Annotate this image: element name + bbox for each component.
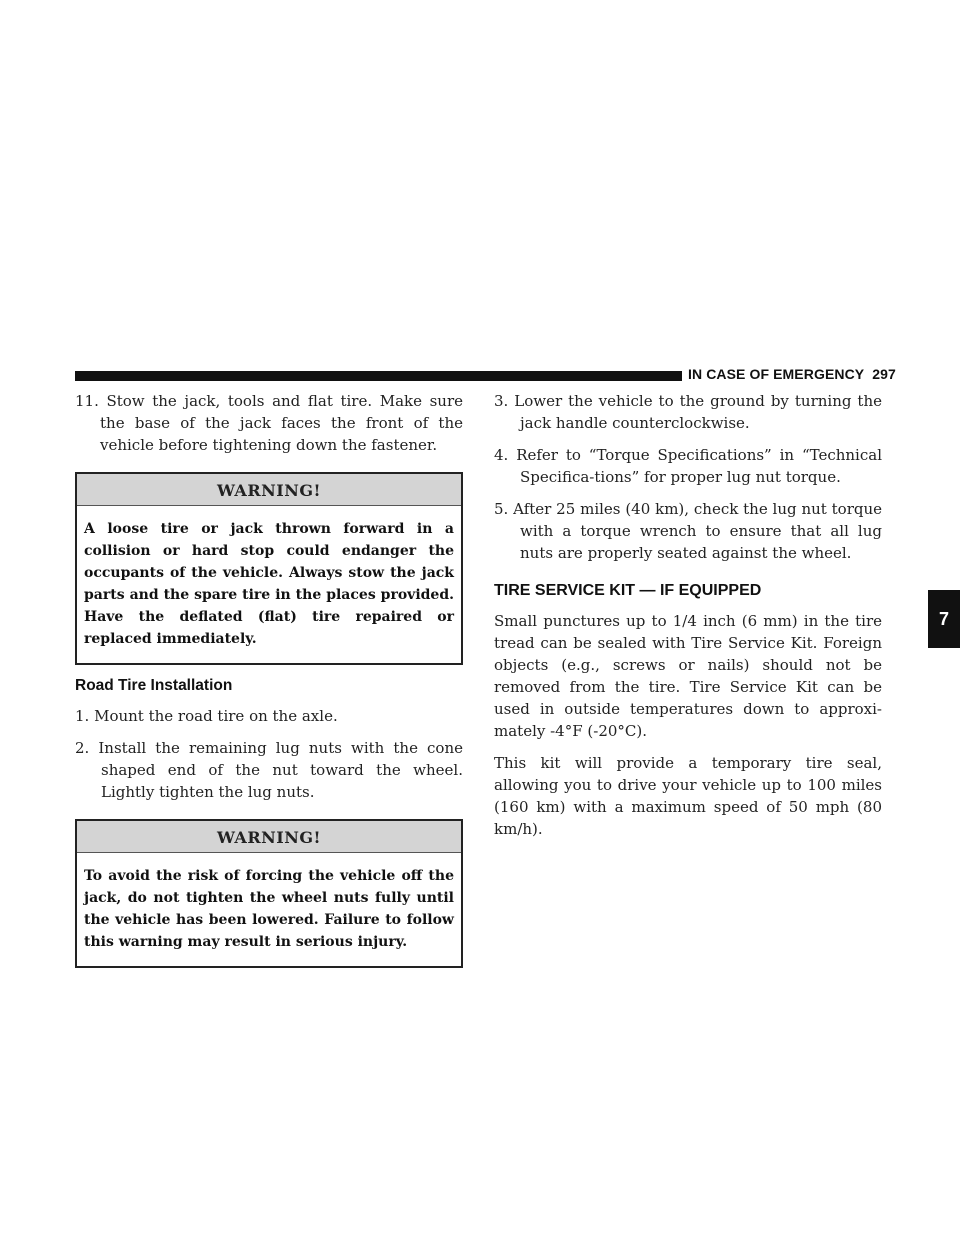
kit-paragraph-2: This kit will provide a temporary tire seal, allowing you to drive your vehicle up to 100 miles (160 km) with a maximum speed of 50 mph (80 km/h). xyxy=(494,754,882,838)
section-title: IN CASE OF EMERGENCY xyxy=(688,366,865,382)
road-tire-heading: Road Tire Installation xyxy=(75,677,233,694)
header-rule xyxy=(75,371,682,381)
step-4: 4. Refer to “Torque Specifications” in “Technical Specifica-tions” for proper lug nut torque. xyxy=(494,446,882,486)
right-column xyxy=(494,390,882,850)
step-5: 5. After 25 miles (40 km), check the lug nut torque with a torque wrench to ensure that all lug nuts are properly seated against the wheel. xyxy=(494,500,882,562)
page-number: 297 xyxy=(872,366,896,382)
chapter-tab: 7 xyxy=(928,590,960,648)
warning-body: A loose tire or jack thrown forward in a collision or hard stop could endanger the occupants of the vehicle. Always stow the jack parts and the spare tire in the places provided. Have the deflated (flat) tire repaired or replaced immediately. xyxy=(84,521,454,647)
warning-title: WARNING! xyxy=(77,821,461,853)
warning-box-jack-stow xyxy=(75,472,463,665)
running-header xyxy=(688,366,896,382)
step-1: 1. Mount the road tire on the axle. xyxy=(75,707,338,725)
step-11: 11. Stow the jack, tools and flat tire. Make sure the base of the jack faces the front of the vehicle before tightening down the fastener. xyxy=(75,392,463,454)
step-2: 2. Install the remaining lug nuts with the cone shaped end of the nut toward the wheel. Lightly tighten the lug nuts. xyxy=(75,739,463,801)
tire-service-kit-heading: TIRE SERVICE KIT — IF EQUIPPED xyxy=(494,582,762,599)
left-column xyxy=(75,390,463,980)
step-3: 3. Lower the vehicle to the ground by turning the jack handle counterclockwise. xyxy=(494,392,882,432)
warning-body: To avoid the risk of forcing the vehicle off the jack, do not tighten the wheel nuts fully until the vehicle has been lowered. Failure to follow this warning may result in serious injury. xyxy=(84,868,454,950)
warning-box-wheel-nuts xyxy=(75,819,463,968)
warning-title: WARNING! xyxy=(77,474,461,506)
kit-paragraph-1: Small punctures up to 1/4 inch (6 mm) in the tire tread can be sealed with Tire Service Kit. Foreign objects (e.g., screws or nails) should not be removed from the tire. Tire Service Kit can be used in outside temperatures down to approxi-mately -4°F (-20°C). xyxy=(494,612,882,740)
